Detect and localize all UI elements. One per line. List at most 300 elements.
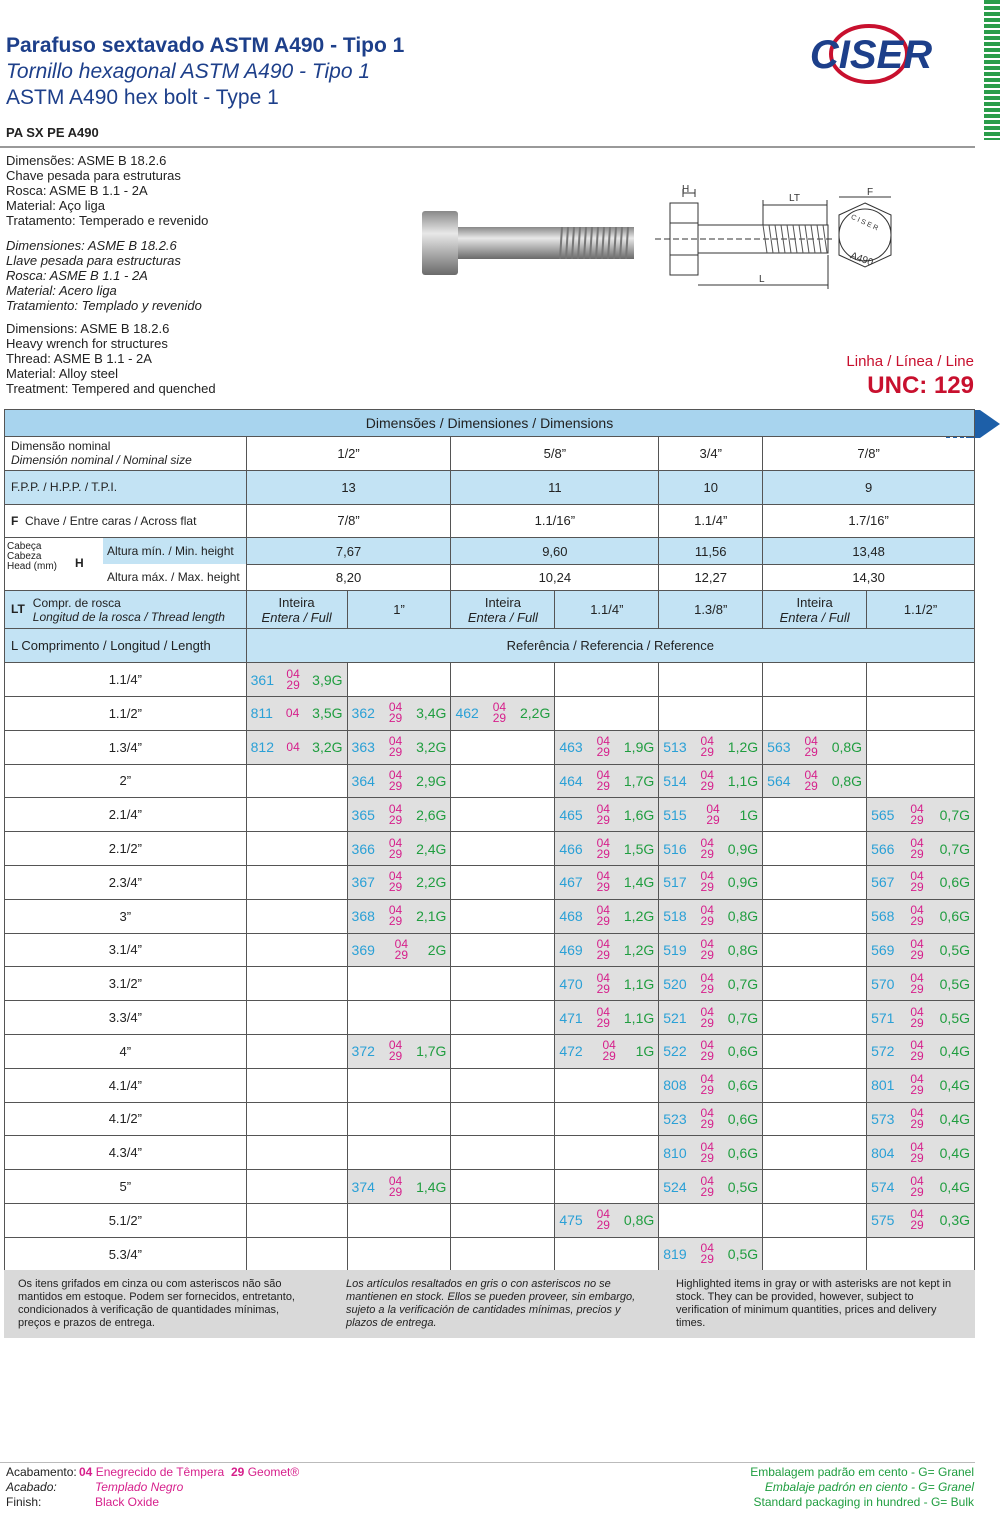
empty-cell <box>451 933 555 967</box>
head-marking: A490 <box>848 250 875 269</box>
empty-cell <box>763 832 867 866</box>
finish-codes: 04 29 <box>388 1173 403 1199</box>
packaging-qty: 0,5G <box>939 941 970 958</box>
empty-cell <box>555 1170 659 1204</box>
fpp-cell: 13 <box>246 470 451 504</box>
reference-number: 521 <box>663 1009 687 1026</box>
empty-cell <box>246 1001 347 1035</box>
dim-h-label: H <box>682 185 690 195</box>
reference-number: 362 <box>351 705 375 722</box>
hmin-cell: 11,56 <box>659 538 763 565</box>
packaging-qty: 2,6G <box>416 806 447 823</box>
across-flat-cell: 1.1/4” <box>659 504 763 538</box>
reference-cell <box>555 764 659 798</box>
reference-number: 475 <box>559 1212 583 1229</box>
empty-cell <box>659 663 763 697</box>
size-cell: 7/8” <box>763 437 975 471</box>
finish-codes: 04 29 <box>388 767 403 793</box>
reference-number: 465 <box>559 806 583 823</box>
finish-codes: 04 29 <box>700 1105 714 1131</box>
reference-cell <box>867 899 975 933</box>
length-cell: 1.1/4” <box>5 663 247 697</box>
table-row <box>5 899 975 933</box>
reference-cell <box>867 1203 975 1237</box>
reference-number: 523 <box>663 1110 687 1127</box>
packaging-qty: 0,3G <box>939 1212 970 1229</box>
empty-cell <box>451 1170 555 1204</box>
reference-number: 366 <box>351 840 375 857</box>
empty-cell <box>763 798 867 832</box>
packaging-qty: 1,6G <box>623 806 655 823</box>
reference-cell <box>867 1136 975 1170</box>
reference-cell <box>867 832 975 866</box>
reference-number: 811 <box>250 705 273 722</box>
packaging-qty: 0,5G <box>727 1178 759 1195</box>
empty-cell <box>555 1068 659 1102</box>
packaging-qty: 1,7G <box>623 772 655 789</box>
reference-cell <box>763 764 867 798</box>
finish-codes: 04 29 <box>700 835 714 861</box>
reference-cell <box>659 764 763 798</box>
reference-cell <box>867 1068 975 1102</box>
packaging-qty: 2,9G <box>416 772 447 789</box>
reference-cell <box>659 1068 763 1102</box>
empty-cell <box>451 1102 555 1136</box>
dimensions-header: Dimensões / Dimensiones / Dimensions <box>5 410 975 437</box>
size-cell: 3/4” <box>659 437 763 471</box>
empty-cell <box>867 696 975 730</box>
reference-number: 467 <box>559 874 583 891</box>
reference-number: 819 <box>663 1246 687 1263</box>
across-flat-cell: 1.7/16” <box>763 504 975 538</box>
finish-codes: 04 29 <box>910 936 924 962</box>
finish-codes: 04 29 <box>804 767 818 793</box>
reference-number: 564 <box>767 772 791 789</box>
reference-number: 471 <box>559 1009 583 1026</box>
empty-cell <box>246 1203 347 1237</box>
note-en: Highlighted items in gray or with asterisks are not kept in stock. They can be provided, however, subject to verification of minimum quantities, prices and delivery times. <box>676 1278 952 1329</box>
table-row <box>5 832 975 866</box>
empty-cell <box>763 1136 867 1170</box>
reference-number: 575 <box>871 1212 895 1229</box>
packaging-qty: 0,4G <box>939 1110 970 1127</box>
across-flat-cell: 1.1/16” <box>451 504 659 538</box>
finish-codes: 04 29 <box>388 869 403 895</box>
note-es: Los artículos resaltados en gris o con asteriscos no se mantienen en stock. Ellos se pueden proveer, sin embargo, sujeto a la verificación de cantidades mínimas, precios y plazos de entrega. <box>346 1278 636 1329</box>
empty-cell <box>451 865 555 899</box>
across-flat-label: F Chave / Entre caras / Across flat <box>5 504 247 538</box>
finish-codes: 04 29 <box>700 1139 714 1165</box>
empty-cell <box>246 967 347 1001</box>
reference-cell <box>347 798 451 832</box>
empty-cell <box>451 1068 555 1102</box>
reference-number: 368 <box>351 908 375 925</box>
finish-codes: 04 <box>285 705 300 720</box>
packaging-qty: 2,4G <box>416 840 447 857</box>
empty-cell <box>246 899 347 933</box>
finish-codes: 04 29 <box>596 801 610 827</box>
reference-cell <box>246 730 347 764</box>
empty-cell <box>246 1170 347 1204</box>
reference-cell <box>763 730 867 764</box>
empty-cell <box>246 764 347 798</box>
reference-number: 364 <box>351 772 375 789</box>
length-cell: 3.3/4” <box>5 1001 247 1035</box>
length-cell: 4” <box>5 1034 247 1068</box>
reference-cell <box>555 1203 659 1237</box>
empty-cell <box>451 1001 555 1035</box>
packaging-qty: 1G <box>739 806 759 823</box>
reference-number: 804 <box>871 1144 895 1161</box>
packaging-qty: 0,7G <box>727 975 759 992</box>
finish-codes: 04 29 <box>910 801 924 827</box>
finish-codes: 04 29 <box>700 1072 714 1098</box>
length-cell: 4.1/4” <box>5 1068 247 1102</box>
table-row <box>5 865 975 899</box>
empty-cell <box>451 730 555 764</box>
reference-number: 519 <box>663 941 687 958</box>
finish-codes: 04 29 <box>700 767 714 793</box>
hmax-cell: 12,27 <box>659 564 763 591</box>
empty-cell <box>555 1102 659 1136</box>
reference-number: 570 <box>871 975 895 992</box>
reference-cell <box>659 1102 763 1136</box>
empty-cell <box>246 1102 347 1136</box>
reference-cell <box>246 696 347 730</box>
reference-cell <box>451 696 555 730</box>
reference-cell <box>555 798 659 832</box>
finish-codes: 04 29 <box>596 734 610 760</box>
length-cell: 3.1/4” <box>5 933 247 967</box>
reference-cell <box>555 730 659 764</box>
finish-codes: 04 29 <box>596 903 610 929</box>
finish-codes: 04 29 <box>910 869 924 895</box>
packaging-qty: 0,6G <box>939 874 970 891</box>
fpp-cell: 11 <box>451 470 659 504</box>
packaging-qty: 0,9G <box>727 874 759 891</box>
reference-number: 810 <box>663 1144 687 1161</box>
empty-cell <box>246 1034 347 1068</box>
hmax-cell: 10,24 <box>451 564 659 591</box>
finish-codes: 04 29 <box>910 1173 924 1199</box>
hmin-cell: 7,67 <box>246 538 451 565</box>
thread-length-cell: Inteira Entera / Full <box>246 591 347 629</box>
reference-cell <box>659 899 763 933</box>
table-row <box>5 696 975 730</box>
reference-number: 361 <box>250 671 274 688</box>
finish-codes: 04 29 <box>602 1038 616 1064</box>
reference-number: 565 <box>871 806 895 823</box>
logo-text: CISER <box>809 33 933 77</box>
table-row <box>5 933 975 967</box>
reference-number: 472 <box>559 1043 583 1060</box>
packaging-qty: 0,6G <box>727 1043 759 1060</box>
reference-number: 812 <box>250 739 274 756</box>
empty-cell <box>763 967 867 1001</box>
unc-code: UNC: 129 <box>867 372 974 399</box>
nominal-size-label: Dimensão nominal Dimensión nominal / Nominal size <box>5 437 247 471</box>
reference-cell <box>659 1136 763 1170</box>
empty-cell <box>451 1203 555 1237</box>
empty-cell <box>451 798 555 832</box>
table-row <box>5 1136 975 1170</box>
reference-cell <box>867 1102 975 1136</box>
empty-cell <box>246 1136 347 1170</box>
table-row <box>5 1001 975 1035</box>
packaging-qty: 1,4G <box>416 1178 447 1195</box>
empty-cell <box>246 865 347 899</box>
empty-cell <box>451 1034 555 1068</box>
packaging-qty: 0,5G <box>939 1009 970 1026</box>
empty-cell <box>347 1237 451 1271</box>
finish-codes: 04 29 <box>388 700 403 726</box>
reference-number: 369 <box>351 941 375 958</box>
reference-cell <box>867 967 975 1001</box>
finish-29: 29 Geomet® <box>231 1465 300 1479</box>
reference-number: 468 <box>559 908 583 925</box>
reference-cell <box>347 832 451 866</box>
reference-cell <box>347 933 451 967</box>
reference-cell <box>659 798 763 832</box>
divider <box>0 146 975 148</box>
table-row <box>5 1203 975 1237</box>
finish-codes: 04 29 <box>700 869 714 895</box>
finish-codes: 04 29 <box>910 1072 924 1098</box>
empty-cell <box>451 899 555 933</box>
reference-cell <box>347 696 451 730</box>
finish-codes: 04 29 <box>388 801 403 827</box>
reference-number: 463 <box>559 739 583 756</box>
packaging-qty: 2,2G <box>416 874 447 891</box>
reference-number: 563 <box>767 739 791 756</box>
finish-codes: 04 29 <box>804 734 818 760</box>
finish-codes: 04 29 <box>910 1105 924 1131</box>
reference-number: 571 <box>871 1009 895 1026</box>
hmin-cell: 13,48 <box>763 538 975 565</box>
table-row <box>5 663 975 697</box>
table-row <box>5 798 975 832</box>
packaging-qty: 0,4G <box>939 1144 970 1161</box>
reference-cell <box>347 865 451 899</box>
title-pt: Parafuso sextavado ASTM A490 - Tipo 1 <box>6 34 405 57</box>
finish-labels: Acabamento: Acabado: Finish: <box>6 1465 77 1509</box>
packaging-qty: 0,6G <box>727 1077 759 1094</box>
packaging-qty: 1G <box>635 1043 655 1060</box>
packaging-qty: 1,5G <box>623 840 655 857</box>
reference-number: 469 <box>559 941 583 958</box>
ciser-logo <box>769 22 974 86</box>
length-cell: 2.1/4” <box>5 798 247 832</box>
reference-number: 567 <box>871 874 895 891</box>
empty-cell <box>451 764 555 798</box>
empty-cell <box>763 1102 867 1136</box>
table-row <box>5 764 975 798</box>
finish-codes: 04 29 <box>910 1004 924 1030</box>
packaging-info: Embalagem padrão em cento - G= Granel Embalaje padrón en ciento - G= Granel Standard packaging in hundred - G= Bulk <box>750 1465 974 1509</box>
finish-codes: 04 29 <box>596 767 610 793</box>
side-stripe <box>984 0 1000 140</box>
reference-number: 574 <box>871 1178 895 1195</box>
reference-cell <box>555 865 659 899</box>
reference-cell <box>555 1001 659 1035</box>
note-pt: Os itens grifados em cinza ou com asteriscos não são mantidos em estoque. Podem ser fornecidos, entretanto, condicionados à verificação de quantidades mínimas, preços e prazos de entrega. <box>18 1278 295 1329</box>
empty-cell <box>451 832 555 866</box>
finish-codes: 04 29 <box>596 970 610 996</box>
reference-number: 515 <box>663 806 687 823</box>
finish-codes: 04 29 <box>596 869 610 895</box>
empty-cell <box>555 1237 659 1271</box>
packaging-qty: 0,7G <box>727 1009 759 1026</box>
length-cell: 2.3/4” <box>5 865 247 899</box>
finish-codes: 04 29 <box>700 903 714 929</box>
finish-codes: 04 29 <box>910 970 924 996</box>
table-row <box>5 1170 975 1204</box>
finish-codes: 04 29 <box>388 1038 403 1064</box>
finish-codes: 04 29 <box>910 1038 924 1064</box>
finish-codes: 04 <box>286 739 300 754</box>
dimensions-table <box>4 409 975 1272</box>
packaging-qty: 0,8G <box>727 941 759 958</box>
packaging-qty: 3,9G <box>312 671 343 688</box>
packaging-qty: 1,9G <box>623 739 655 756</box>
reference-cell <box>347 764 451 798</box>
finish-codes: 04 29 <box>596 1004 610 1030</box>
empty-cell <box>246 1237 347 1271</box>
packaging-qty: 3,4G <box>416 705 447 722</box>
reference-cell <box>659 1034 763 1068</box>
fpp-cell: 10 <box>659 470 763 504</box>
stock-note <box>4 1270 975 1338</box>
reference-number: 516 <box>663 840 687 857</box>
reference-number: 363 <box>351 739 375 756</box>
packaging-qty: 0,4G <box>939 1077 970 1094</box>
dim-lt-label: LT <box>789 193 800 204</box>
reference-number: 522 <box>663 1043 687 1060</box>
finish-codes: 04 29 <box>596 936 610 962</box>
reference-cell <box>555 832 659 866</box>
fpp-label: F.P.P. / H.P.P. / T.P.I. <box>5 470 247 504</box>
reference-number: 466 <box>559 840 583 857</box>
table-row <box>5 730 975 764</box>
finish-codes: 04 29 <box>388 835 403 861</box>
reference-number: 464 <box>559 772 583 789</box>
reference-header: Referência / Referencia / Reference <box>246 629 974 663</box>
fpp-cell: 9 <box>763 470 975 504</box>
table-row <box>5 1237 975 1271</box>
reference-cell <box>555 899 659 933</box>
reference-number: 517 <box>663 874 687 891</box>
thread-length-cell: 1.3/8” <box>659 591 763 629</box>
length-cell: 3.1/2” <box>5 967 247 1001</box>
empty-cell <box>555 663 659 697</box>
reference-cell <box>555 1034 659 1068</box>
empty-cell <box>867 663 975 697</box>
reference-cell <box>659 1170 763 1204</box>
empty-cell <box>347 1068 451 1102</box>
empty-cell <box>763 1068 867 1102</box>
reference-cell <box>659 832 763 866</box>
finish-codes: 04 29 <box>700 936 714 962</box>
bolt-photo <box>420 205 640 280</box>
reference-cell <box>246 663 347 697</box>
reference-cell <box>659 730 763 764</box>
size-cell: 5/8” <box>451 437 659 471</box>
length-cell: 1.1/2” <box>5 696 247 730</box>
dim-f-label: F <box>867 187 874 198</box>
finish-codes: 04 29 <box>286 666 300 692</box>
hmax-cell: 14,30 <box>763 564 975 591</box>
finish-codes: 04 29 <box>700 1038 714 1064</box>
reference-number: 372 <box>351 1043 375 1060</box>
packaging-qty: 0,8G <box>727 908 759 925</box>
finish-codes: 04 29 <box>388 734 403 760</box>
reference-number: 365 <box>351 806 375 823</box>
table-row <box>5 1068 975 1102</box>
empty-cell <box>763 1170 867 1204</box>
packaging-qty: 0,8G <box>831 739 863 756</box>
packaging-qty: 1,1G <box>623 975 655 992</box>
packaging-qty: 0,8G <box>623 1212 655 1229</box>
finish-04: 04 Enegrecido de Têmpera Templado Negro Black Oxide <box>79 1465 225 1509</box>
thread-length-cell: Inteira Entera / Full <box>451 591 555 629</box>
dim-l-label: L <box>759 274 765 285</box>
empty-cell <box>763 663 867 697</box>
across-flat-cell: 7/8” <box>246 504 451 538</box>
packaging-qty: 0,4G <box>939 1043 970 1060</box>
head-marking-brand: C I S E R <box>849 213 880 233</box>
empty-cell <box>763 696 867 730</box>
empty-cell <box>659 696 763 730</box>
reference-cell <box>867 865 975 899</box>
packaging-qty: 0,8G <box>831 772 863 789</box>
packaging-qty: 1,4G <box>623 874 655 891</box>
empty-cell <box>867 730 975 764</box>
specs-pt: Dimensões: ASME B 18.2.6 Chave pesada para estruturas Rosca: ASME B 1.1 - 2A Material: Aço liga Tratamento: Temperado e revenido <box>6 153 209 228</box>
reference-number: 573 <box>871 1110 895 1127</box>
reference-number: 513 <box>663 739 687 756</box>
reference-cell <box>867 798 975 832</box>
size-cell: 1/2” <box>246 437 451 471</box>
empty-cell <box>659 1203 763 1237</box>
empty-cell <box>347 967 451 1001</box>
table-row <box>5 1034 975 1068</box>
empty-cell <box>763 899 867 933</box>
thread-length-label: LT Compr. de rosca Longitud de la rosca / Thread length <box>5 591 247 629</box>
finish-codes: 04 29 <box>388 903 403 929</box>
length-cell: 2” <box>5 764 247 798</box>
finish-codes: 04 29 <box>700 1241 714 1267</box>
empty-cell <box>246 798 347 832</box>
reference-number: 808 <box>663 1077 687 1094</box>
packaging-qty: 0,5G <box>939 975 970 992</box>
reference-number: 374 <box>351 1178 375 1195</box>
reference-number: 801 <box>871 1077 895 1094</box>
reference-number: 572 <box>871 1043 895 1060</box>
packaging-qty: 1,1G <box>623 1009 655 1026</box>
length-cell: 3” <box>5 899 247 933</box>
packaging-qty: 1,7G <box>416 1043 447 1060</box>
empty-cell <box>555 1136 659 1170</box>
thread-length-cell: 1” <box>347 591 451 629</box>
finish-codes: 04 29 <box>700 970 714 996</box>
packaging-qty: 1,1G <box>727 772 759 789</box>
empty-cell <box>763 1237 867 1271</box>
finish-codes: 04 29 <box>910 835 924 861</box>
packaging-qty: 3,2G <box>416 739 447 756</box>
finish-codes: 04 29 <box>492 700 507 726</box>
reference-cell <box>659 865 763 899</box>
table-row <box>5 1102 975 1136</box>
